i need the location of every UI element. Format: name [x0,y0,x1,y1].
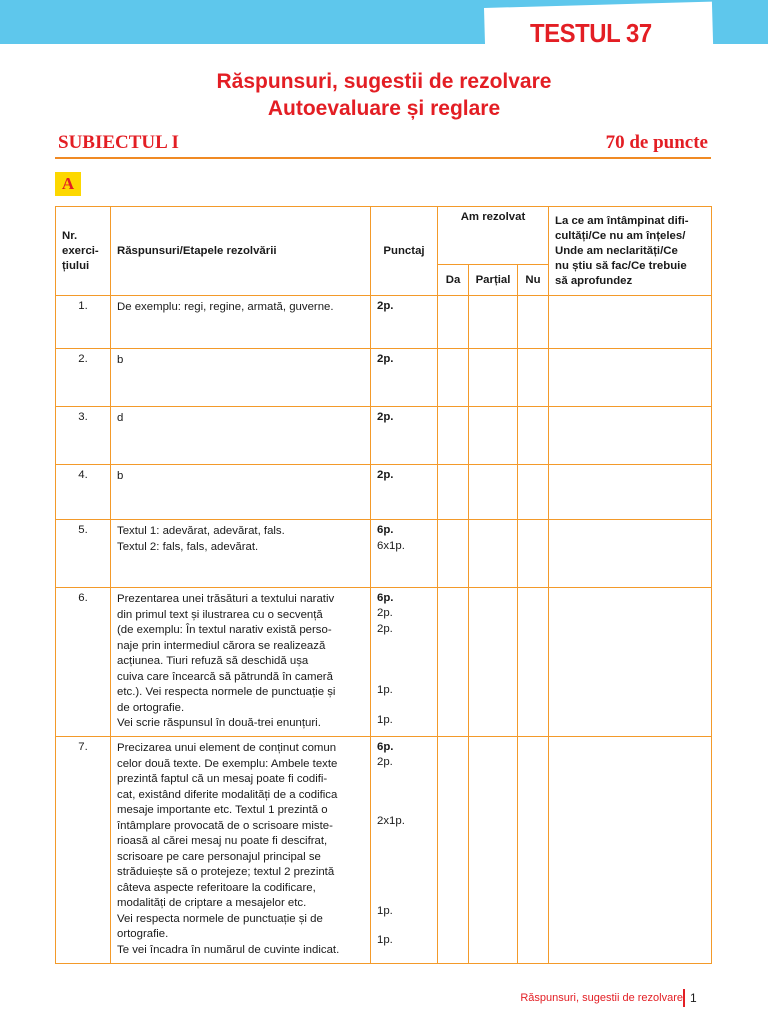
check-partial[interactable] [469,349,518,407]
check-partial[interactable] [469,588,518,737]
row-answer: b [111,349,371,407]
row-number: 4. [56,465,111,520]
row-answer: Prezentarea unei trăsături a textului narativ din primul text și ilustrarea cu o secvență (de exemplu: În textul narativ există perso- naje prin intermediul cărora se realizează acțiunea. Tiuri refuză să deschidă ușa cuiva care încearcă să pătrundă în cameră etc.). Vei respecta normele de punctuație și de ortografie. Vei scrie răspunsul în două-trei enunțuri. [111,588,371,737]
check-no[interactable] [518,737,549,964]
check-yes[interactable] [438,349,469,407]
check-no[interactable] [518,296,549,349]
row-points: 2p. [371,407,438,465]
check-yes[interactable] [438,296,469,349]
page-title: Răspunsuri, sugestii de rezolvare [216,70,552,93]
row-answer: d [111,407,371,465]
row-number: 1. [56,296,111,349]
subject-heading: SUBIECTUL I [58,132,179,153]
footer-divider [683,989,685,1007]
check-yes[interactable] [438,737,469,964]
row-points: 6p. 2p. 2x1p. 1p. 1p. [371,737,438,964]
check-no[interactable] [518,465,549,520]
header-score: Punctaj [371,207,438,296]
header-partial: Parțial [469,265,518,296]
row-points: 2p. [371,296,438,349]
page-subtitle: Autoevaluare și reglare [267,97,501,120]
row-answer: b [111,465,371,520]
row-number: 7. [56,737,111,964]
difficulty-note[interactable] [549,465,712,520]
row-answer: Textul 1: adevărat, adevărat, fals. Textul 2: fals, fals, adevărat. [111,520,371,588]
check-partial[interactable] [469,296,518,349]
check-partial[interactable] [469,407,518,465]
row-number: 5. [56,520,111,588]
row-answer: Precizarea unui element de conținut comun celor două texte. De exemplu: Ambele texte prezintă faptul că un mesaj poate fi codifi- cat, existând diferite modalități de a codifica mesaje importante etc. Textul 1 prezintă o întâmplare provocată de o scrisoare miste- rioasă al cărei mesaj nu poate fi descifrat, scrisoare pe care personajul principal se străduiește să o protejeze; textul 2 prezintă câteva aspecte referitoare la codificare, modalități de criptare a mesajelor etc. Vei respecta normele de punctuație și de ortografie. Te vei încadra în numărul de cuvinte indicat. [111,737,371,964]
footer-text: Răspunsuri, sugestii de rezolvare [520,992,683,1004]
check-partial[interactable] [469,465,518,520]
difficulty-note[interactable] [549,296,712,349]
check-yes[interactable] [438,588,469,737]
answer-table [55,206,712,964]
difficulty-note[interactable] [549,737,712,964]
check-no[interactable] [518,349,549,407]
subject-points: 70 de puncte [605,132,708,153]
check-yes[interactable] [438,407,469,465]
table-row [56,588,712,737]
check-yes[interactable] [438,520,469,588]
row-number: 3. [56,407,111,465]
row-points: 2p. [371,349,438,407]
check-yes[interactable] [438,465,469,520]
check-no[interactable] [518,588,549,737]
check-partial[interactable] [469,737,518,964]
page-number: 1 [690,991,697,1005]
check-no[interactable] [518,520,549,588]
row-number: 6. [56,588,111,737]
check-partial[interactable] [469,520,518,588]
check-no[interactable] [518,407,549,465]
test-label: TESTUL 37 [530,18,652,48]
row-points: 6p. 6x1p. [371,520,438,588]
section-badge: A [55,172,81,196]
header-no: Nu [518,265,549,296]
table-row [56,737,712,964]
subject-divider [55,157,711,159]
row-points: 6p. 2p. 2p. 1p. 1p. [371,588,438,737]
table-row [56,520,712,588]
row-answer: De exemplu: regi, regine, armată, guverne. [111,296,371,349]
header-difficulties: La ce am întâmpinat difi- cultăți/Ce nu am înțeles/ Unde am neclarități/Ce nu știu să fac/Ce trebuie să aprofundez [549,207,712,296]
table-row [56,465,712,520]
header-yes: Da [438,265,469,296]
header-exercise-number: Nr. exerci- țiului [56,207,111,296]
difficulty-note[interactable] [549,407,712,465]
table-row [56,349,712,407]
table-row [56,296,712,349]
difficulty-note[interactable] [549,588,712,737]
table-row [56,407,712,465]
row-number: 2. [56,349,111,407]
header-solved: Am rezolvat [438,207,549,265]
difficulty-note[interactable] [549,520,712,588]
row-points: 2p. [371,465,438,520]
header-answers: Răspunsuri/Etapele rezolvării [111,207,371,296]
difficulty-note[interactable] [549,349,712,407]
